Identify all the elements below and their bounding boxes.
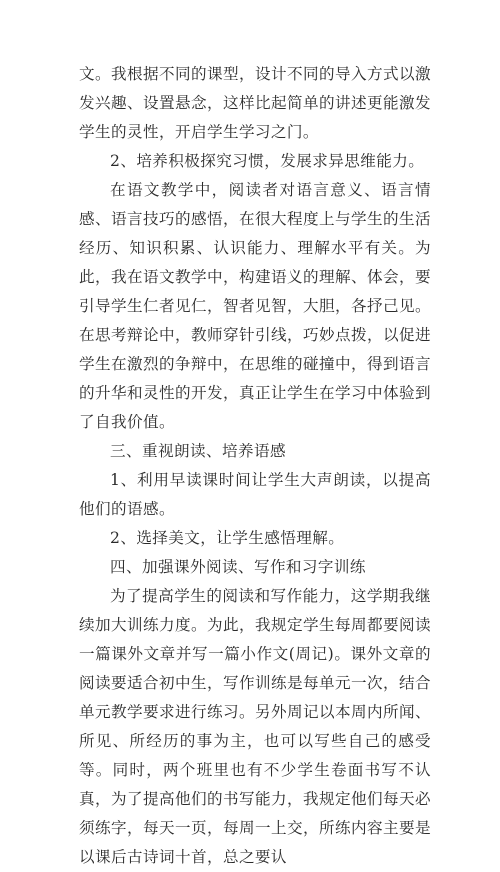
heading-reading-aloud: 三、重视朗读、培养语感 [110,442,286,460]
paragraph-reading-comprehension: 在语文教学中，阅读者对语言意义、语言情感、语言技巧的感悟，在很大程度上与学生的生活经历、知识积累、认识能力、理解水平有关。为此，我在语文教学中，构建语义的理解、体会，要引导学生仁者见仁，智者见智，大胆，各抒己见。在思考辩论中，教师穿针引线，巧妙点拨，以促进学生在激烈的争辩中，在思维的碰撞中，得到语言的升华和灵性的开发，真正让学生在学习中体验到了自我价值。 [79,181,431,431]
paragraph-select-essays: 2、选择美文，让学生感悟理解。 [110,529,345,547]
heading-inquiry-habits: 2、培养积极探究习惯，发展求异思维能力。 [110,152,425,170]
heading-extracurricular-training: 四、加强课外阅读、写作和习字训练 [110,558,366,576]
paragraph-continuation: 文。我根据不同的课型，设计不同的导入方式以激发兴趣、设置悬念，这样比起简单的讲述更能激发学生的灵性，开启学生学习之门。 [79,65,431,141]
document-body [79,60,431,872]
paragraph-morning-reading: 1、利用早读课时间让学生大声朗读，以提高他们的语感。 [79,471,431,518]
paragraph-writing-training: 为了提高学生的阅读和写作能力，这学期我继续加大训练力度。为此，我规定学生每周都要阅读一篇课外文章并写一篇小作文(周记)。课外文章的阅读要适合初中生，写作训练是每单元一次，结合单元教学要求进行练习。另外周记以本周内所闻、所见、所经历的事为主，也可以写些自己的感受等。同时，两个班里也有不少学生卷面书写不认真，为了提高他们的书写能力，我规定他们每天必须练字，每天一页，每周一上交，所练内容主要是以课后古诗词十首，总之要认 [79,587,431,866]
